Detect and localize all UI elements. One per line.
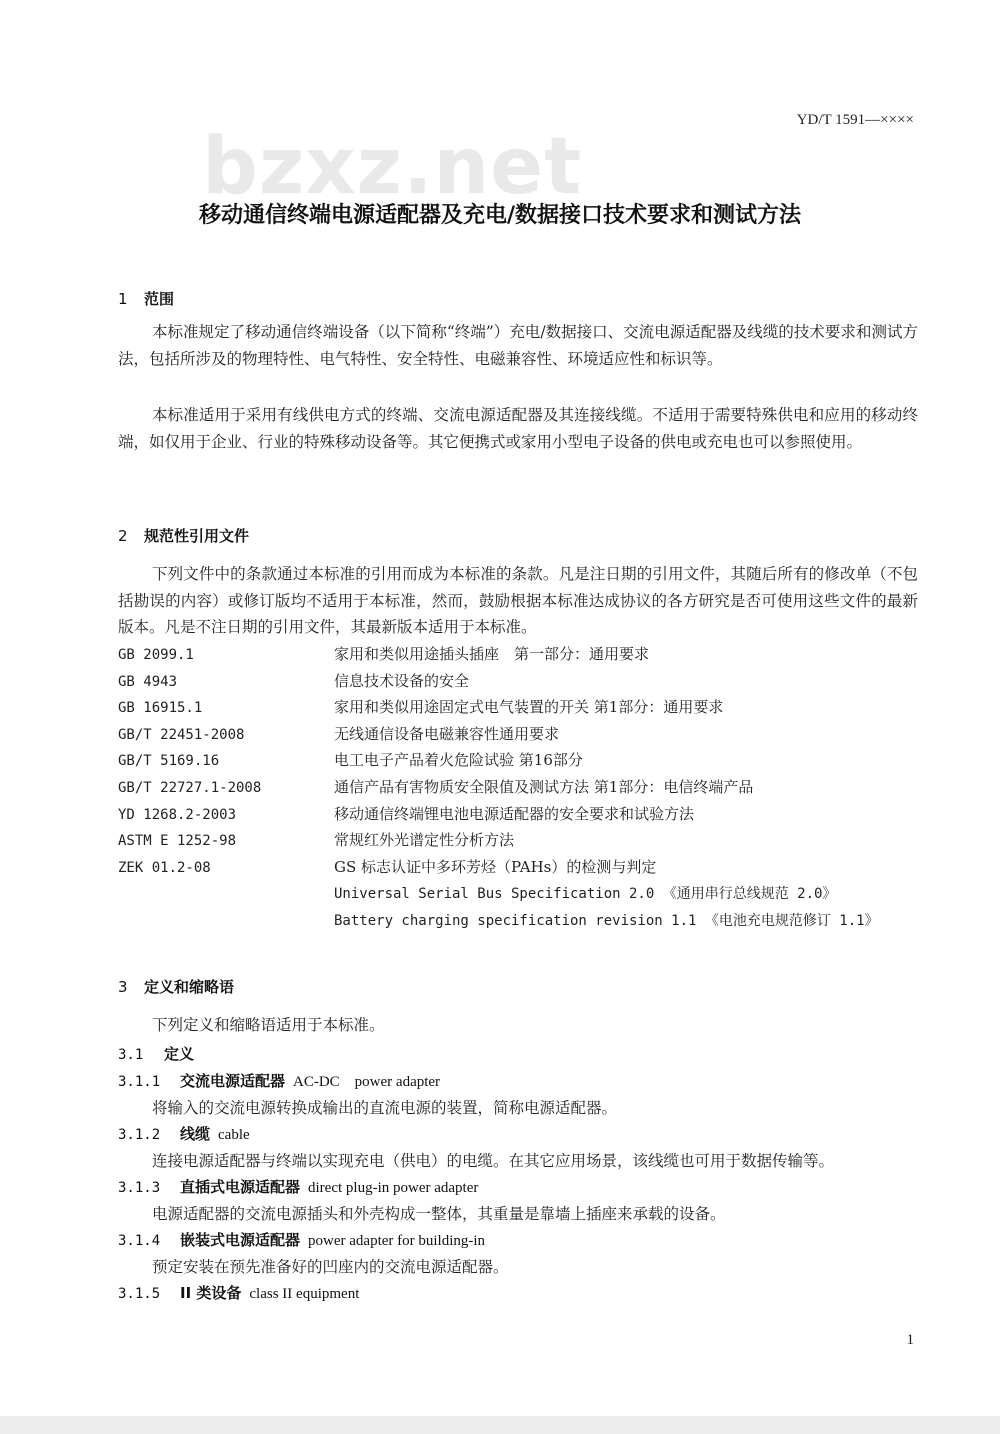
term-number: 3.1.1 <box>118 1074 161 1090</box>
section-title: 规范性引用文件 <box>144 527 250 545</box>
section-1-heading <box>118 288 174 309</box>
reference-code: YD 1268.2-2003 <box>118 806 237 823</box>
reference-code: GB/T 22727.1-2008 <box>118 779 262 796</box>
reference-code: GB 2099.1 <box>118 647 194 663</box>
reference-title: Battery charging specification revision 1.1 《电池充电规范修订 1.1》 <box>334 912 879 929</box>
reference-title: 无线通信设备电磁兼容性通用要求 <box>334 724 560 743</box>
reference-code: GB/T 22451-2008 <box>118 726 245 743</box>
reference-row <box>118 747 928 774</box>
term-chinese: 交流电源适配器 <box>180 1072 286 1090</box>
term-definition: 预定安装在预先准备好的凹座内的交流电源适配器。 <box>152 1258 509 1276</box>
document-code: YD/T 1591—×××× <box>796 112 914 128</box>
section-1-paragraph-1: 本标准规定了移动通信终端设备（以下简称“终端”）充电/数据接口、交流电源适配器及线缆的技术要求和测试方法，包括所涉及的物理特性、电气特性、安全特性、电磁兼容性、环境适应性和标识等。 <box>118 323 918 368</box>
reference-title: 移动通信终端锂电池电源适配器的安全要求和试验方法 <box>334 804 695 823</box>
reference-code: GB 16915.1 <box>118 700 203 717</box>
reference-title: GS 标志认证中多环芳烃（PAHs）的检测与判定 <box>334 857 657 876</box>
term-english: AC-DC power adapter <box>293 1074 441 1090</box>
term-number: 3.1.2 <box>118 1127 161 1143</box>
term-english: class II equipment <box>249 1286 360 1302</box>
reference-row <box>118 880 928 907</box>
term-definition: 连接电源适配器与终端以实现充电（供电）的电缆。在其它应用场景，该线缆也可用于数据传输等。 <box>152 1152 835 1170</box>
reference-list <box>118 641 928 934</box>
reference-row <box>118 801 928 828</box>
subsection-number: 3.1 <box>118 1047 144 1063</box>
reference-row <box>118 641 928 668</box>
reference-row <box>118 668 928 695</box>
section-number: 2 <box>118 527 128 545</box>
reference-title: 通信产品有害物质安全限值及测试方法 第1部分：电信终端产品 <box>334 777 754 796</box>
watermark: bzxz.net <box>202 122 583 212</box>
reference-code: GB 4943 <box>118 673 178 690</box>
term-english: power adapter for building-in <box>308 1233 486 1249</box>
term-3-1-4 <box>118 1229 485 1250</box>
section-3-intro: 下列定义和缩略语适用于本标准。 <box>152 1016 385 1034</box>
term-english: cable <box>218 1127 250 1143</box>
reference-row <box>118 721 928 748</box>
viewer-bottom-bar <box>0 1416 1000 1434</box>
term-3-1-1 <box>118 1070 440 1091</box>
reference-row <box>118 854 928 881</box>
subsection-3-1-heading <box>118 1043 194 1064</box>
section-2-heading <box>118 525 249 546</box>
section-3-heading <box>118 976 234 997</box>
reference-title: Universal Serial Bus Specification 2.0 《通用串行总线规范 2.0》 <box>334 886 837 903</box>
reference-row <box>118 694 928 721</box>
term-english: direct plug-in power adapter <box>308 1180 479 1196</box>
term-number: 3.1.3 <box>118 1180 161 1196</box>
section-number: 3 <box>118 978 128 996</box>
section-title: 范围 <box>144 290 175 308</box>
page-number: 1 <box>906 1332 914 1348</box>
section-title: 定义和缩略语 <box>144 978 235 996</box>
document-title: 移动通信终端电源适配器及充电/数据接口技术要求和测试方法 <box>198 203 802 228</box>
section-1-paragraph-2: 本标准适用于采用有线供电方式的终端、交流电源适配器及其连接线缆。不适用于需要特殊供电和应用的移动终端，如仅用于企业、行业的特殊移动设备等。其它便携式或家用小型电子设备的供电或充电也可以参照使用。 <box>118 406 918 451</box>
section-number: 1 <box>118 290 128 308</box>
term-chinese: 嵌装式电源适配器 <box>180 1231 301 1249</box>
term-chinese: II 类设备 <box>180 1284 242 1302</box>
reference-title: 信息技术设备的安全 <box>334 671 470 690</box>
section-2-intro: 下列文件中的条款通过本标准的引用而成为本标准的条款。凡是注日期的引用文件，其随后所有的修改单（不包括勘误的内容）或修订版均不适用于本标准，然而，鼓励根据本标准达成协议的各方研究是否可使用这些文件的最新版本。凡是不注日期的引用文件，其最新版本适用于本标准。 <box>118 565 918 636</box>
term-3-1-3 <box>118 1176 478 1197</box>
reference-row <box>118 907 928 934</box>
reference-row <box>118 827 928 854</box>
reference-row <box>118 774 928 801</box>
term-chinese: 线缆 <box>180 1125 211 1143</box>
reference-title: 家用和类似用途固定式电气装置的开关 第1部分：通用要求 <box>334 698 724 717</box>
reference-title: 家用和类似用途插头插座 第一部分：通用要求 <box>334 645 650 663</box>
term-chinese: 直插式电源适配器 <box>180 1178 301 1196</box>
reference-title: 电工电子产品着火危险试验 第16部分 <box>334 751 583 770</box>
term-definition: 将输入的交流电源转换成输出的直流电源的装置，简称电源适配器。 <box>152 1099 618 1117</box>
term-definition: 电源适配器的交流电源插头和外壳构成一整体，其重量是靠墙上插座来承载的设备。 <box>152 1205 726 1223</box>
reference-code: ASTM E 1252-98 <box>118 833 237 850</box>
reference-title: 常规红外光谱定性分析方法 <box>334 831 515 850</box>
term-3-1-5 <box>118 1282 359 1303</box>
term-3-1-2 <box>118 1123 250 1144</box>
reference-code: ZEK 01.2-08 <box>118 859 211 876</box>
term-number: 3.1.5 <box>118 1286 161 1302</box>
reference-code: GB/T 5169.16 <box>118 753 220 770</box>
subsection-title: 定义 <box>164 1045 195 1063</box>
term-number: 3.1.4 <box>118 1233 161 1249</box>
